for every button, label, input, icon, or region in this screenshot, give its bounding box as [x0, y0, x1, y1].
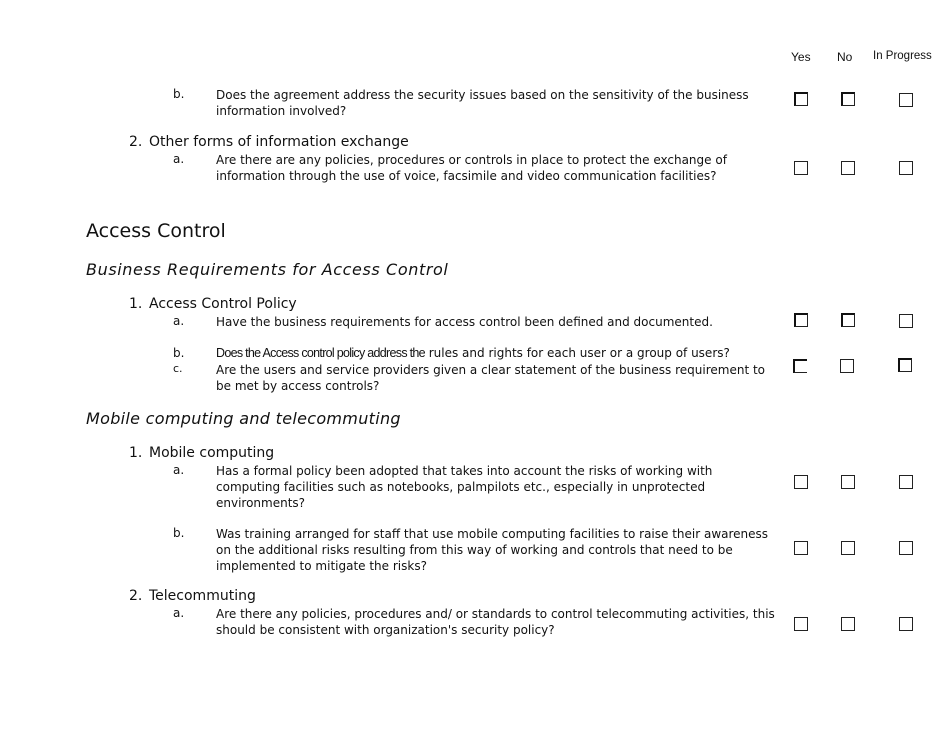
question-letter: b. [173, 87, 185, 101]
question-letter: a. [173, 463, 185, 477]
question-line: Has a formal policy been adopted that takes into account the risks of working with [216, 464, 713, 478]
question-line: information through the use of voice, facsimile and video communication facilities? [216, 169, 717, 183]
question-text [216, 152, 727, 184]
subsection-title: Access Control Policy [149, 296, 297, 312]
subsection-title: Telecommuting [149, 588, 256, 604]
question-letter: a. [173, 606, 185, 620]
question-line: computing facilities such as notebooks, palmpilots etc., especially in unprotected [216, 480, 706, 494]
checkbox-no[interactable] [841, 617, 855, 631]
question-letter: c. [173, 362, 183, 375]
checkbox-no[interactable] [840, 359, 854, 373]
subsection-number: 1. [129, 296, 143, 312]
checkbox-in-progress[interactable] [899, 93, 913, 107]
checkbox-yes[interactable] [794, 313, 808, 327]
question-text-part: rules and rights for each user or a group of users? [424, 346, 730, 360]
checkbox-no[interactable] [841, 161, 855, 175]
column-header-yes: Yes [791, 50, 811, 64]
question-line: Are there are any policies, procedures or controls in place to protect the exchange of [216, 153, 727, 167]
question-text [216, 463, 712, 511]
question-line: Are the users and service providers given a clear statement of the business requirement to [216, 363, 766, 377]
checkbox-yes[interactable] [793, 359, 807, 373]
subsection-heading: Business Requirements for Access Control [86, 260, 449, 279]
subsection-number: 2. [129, 588, 143, 604]
question-line: information involved? [216, 104, 347, 118]
question-letter: a. [173, 314, 185, 328]
subsection-heading: Mobile computing and telecommuting [86, 409, 401, 428]
question-line: environments? [216, 496, 306, 510]
subsection-number: 2. [129, 134, 143, 150]
checkbox-yes[interactable] [794, 92, 808, 106]
question-text: Have the business requirements for access control been defined and documented. [216, 315, 713, 329]
checkbox-no[interactable] [841, 313, 855, 327]
checkbox-in-progress[interactable] [899, 541, 913, 555]
checkbox-in-progress[interactable] [898, 358, 912, 372]
subsection-title: Mobile computing [149, 445, 275, 461]
question-text [216, 345, 730, 361]
checkbox-in-progress[interactable] [899, 314, 913, 328]
question-letter: a. [173, 152, 185, 166]
question-text [216, 526, 768, 574]
question-text [216, 606, 775, 638]
question-line: be met by access controls? [216, 379, 380, 393]
checkbox-no[interactable] [841, 475, 855, 489]
checkbox-yes[interactable] [794, 161, 808, 175]
question-line: Does the agreement address the security issues based on the sensitivity of the business [216, 88, 749, 102]
checkbox-yes[interactable] [794, 475, 808, 489]
question-text [216, 362, 765, 394]
checkbox-in-progress[interactable] [899, 161, 913, 175]
checkbox-no[interactable] [841, 92, 855, 106]
checkbox-yes[interactable] [794, 617, 808, 631]
section-heading: Access Control [86, 220, 226, 242]
column-header-in-progress: In Progress [873, 50, 932, 62]
subsection-number: 1. [129, 445, 143, 461]
column-header-no: No [837, 50, 853, 64]
subsection-title: Other forms of information exchange [149, 134, 409, 150]
question-letter: b. [173, 346, 185, 360]
checkbox-yes[interactable] [794, 541, 808, 555]
question-line: should be consistent with organization's security policy? [216, 623, 555, 637]
question-letter: b. [173, 526, 185, 540]
checkbox-in-progress[interactable] [899, 475, 913, 489]
question-text-part: Does the Access control policy address the [216, 346, 425, 360]
question-line: implemented to mitigate the risks? [216, 559, 427, 573]
question-line: Was training arranged for staff that use mobile computing facilities to raise their awareness [216, 527, 769, 541]
checkbox-in-progress[interactable] [899, 617, 913, 631]
question-text [216, 87, 749, 119]
checkbox-no[interactable] [841, 541, 855, 555]
question-line: Are there any policies, procedures and/ or standards to control telecommuting activities, this [216, 607, 775, 621]
question-line: on the additional risks resulting from this way of working and controls that need to be [216, 543, 733, 557]
